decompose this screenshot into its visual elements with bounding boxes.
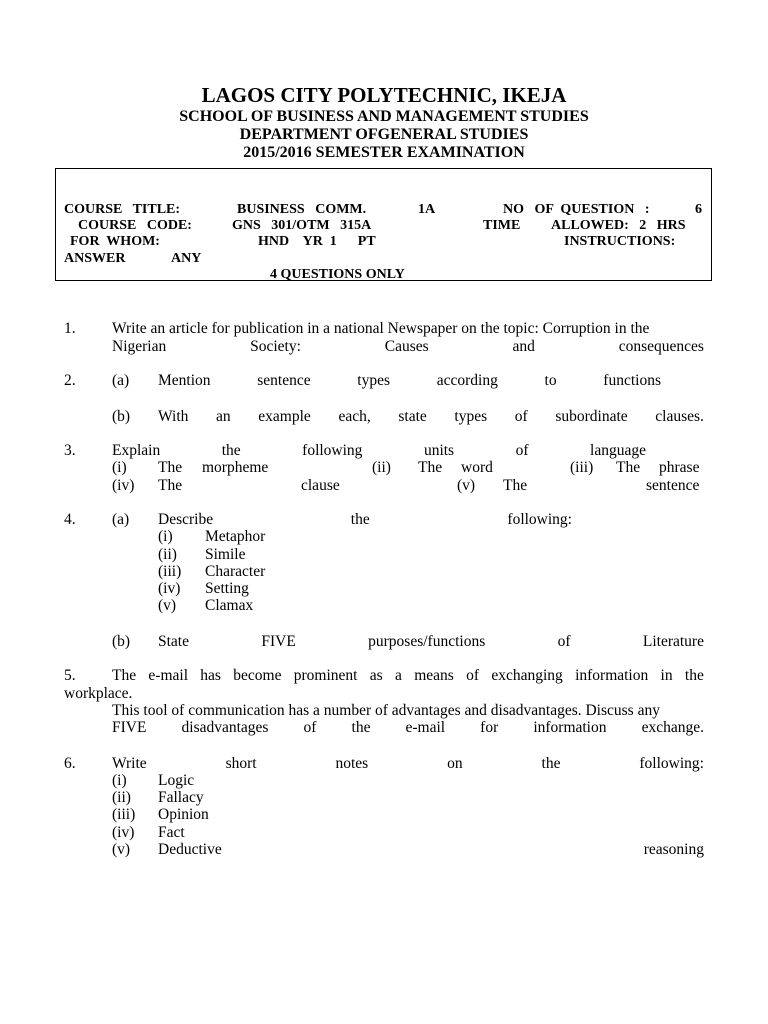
q6-w: Write xyxy=(112,755,147,772)
q6-item-text: Opinion xyxy=(158,806,209,823)
q6-item-text: Fact xyxy=(158,824,185,841)
q2b-w: example xyxy=(258,408,311,425)
q5-line1 xyxy=(112,667,704,684)
q3-ii-label: (ii) xyxy=(372,459,391,476)
q2a-w: functions xyxy=(603,372,661,389)
q3-text xyxy=(112,442,646,459)
q4a-label: (a) xyxy=(112,511,130,528)
course-code-value: GNS 301/OTM 315A xyxy=(232,218,372,233)
q2b-w: each, xyxy=(338,408,371,425)
q2a-w: sentence xyxy=(257,372,311,389)
q3-v-w1: The xyxy=(503,477,528,494)
q1-w: Causes xyxy=(384,338,429,355)
q4-item-text: Simile xyxy=(205,546,246,563)
q1-w: Nigerian xyxy=(112,338,167,355)
q4-item-text: Metaphor xyxy=(205,528,266,545)
q5-number: 5. xyxy=(64,667,76,684)
q1-w: Society: xyxy=(250,338,301,355)
q4b-w: FIVE xyxy=(261,633,296,650)
q4-item-text: Setting xyxy=(205,580,249,597)
q2-number: 2. xyxy=(64,372,76,389)
any-word: ANY xyxy=(171,251,202,266)
q4a-w: Describe xyxy=(158,511,214,528)
q6-item-text: Logic xyxy=(158,772,195,789)
q6-w: the xyxy=(541,755,561,772)
q3-i-w2: morpheme xyxy=(202,459,269,476)
no-of-question-value: 6 xyxy=(695,202,702,217)
q1-line2 xyxy=(112,338,704,355)
q2a-w: types xyxy=(357,372,391,389)
for-whom-label: FOR WHOM: xyxy=(70,234,160,249)
q4-number: 4. xyxy=(64,511,76,528)
q6-item-text: Fallacy xyxy=(158,789,204,806)
q4-item-label: (i) xyxy=(158,528,173,545)
q4b-w: State xyxy=(158,633,189,650)
questions-only: 4 QUESTIONS ONLY xyxy=(270,267,405,282)
q1-line1: Write an article for publication in a national Newspaper on the topic: Corruption in the xyxy=(112,320,650,337)
course-title-label: COURSE TITLE: xyxy=(64,202,181,217)
q5-w: of xyxy=(303,719,317,736)
q3-ii-w1: The xyxy=(418,459,443,476)
q6-w: short xyxy=(225,755,257,772)
q5-w: exchanging xyxy=(491,667,563,684)
q6-text xyxy=(112,755,704,772)
q6-item-label: (ii) xyxy=(112,789,131,806)
q3-i-w1: The xyxy=(158,459,183,476)
q2b-w: subordinate xyxy=(555,408,628,425)
q3-w: language xyxy=(590,442,646,459)
q2b-w: clauses. xyxy=(655,408,704,425)
q1-w: and xyxy=(512,338,535,355)
q5-w: means xyxy=(414,667,454,684)
q4-item-text: Character xyxy=(205,563,266,580)
q2a-label: (a) xyxy=(112,372,130,389)
q2a-w: Mention xyxy=(158,372,211,389)
q5-w: the xyxy=(351,719,371,736)
q4b-label: (b) xyxy=(112,633,131,650)
q6-last-w: reasoning xyxy=(643,841,704,858)
q5-w: for xyxy=(480,719,499,736)
q2b-w: state xyxy=(398,408,427,425)
q3-w: Explain xyxy=(112,442,161,459)
q3-number: 3. xyxy=(64,442,76,459)
q5-w: become xyxy=(233,667,282,684)
q4b-w: purposes/functions xyxy=(368,633,486,650)
q4a-w: the xyxy=(350,511,370,528)
course-title-value: BUSINESS COMM. xyxy=(237,202,367,217)
q6-last-w: Deductive xyxy=(158,841,222,858)
q2b-w: of xyxy=(514,408,528,425)
q6-last-text xyxy=(158,841,704,858)
q3-iii-w2: phrase xyxy=(659,459,700,476)
q3-i-label: (i) xyxy=(112,459,127,476)
q3-w: units xyxy=(423,442,455,459)
q2a-w: according xyxy=(436,372,498,389)
q1-number: 1. xyxy=(64,320,76,337)
q4-item-label: (v) xyxy=(158,597,177,614)
q1-w: consequences xyxy=(618,338,704,355)
q4a-w: following: xyxy=(507,511,572,528)
q3-v-w2: sentence xyxy=(646,477,700,494)
q2b-w: types xyxy=(454,408,488,425)
q6-w: notes xyxy=(335,755,369,772)
time-value: ALLOWED: 2 HRS xyxy=(551,218,686,233)
for-whom-value: HND YR 1 PT xyxy=(258,234,376,249)
q4a-text xyxy=(158,511,572,528)
q5-line2: workplace. xyxy=(64,685,133,702)
q3-iii-label: (iii) xyxy=(570,459,594,476)
q5-w: as xyxy=(369,667,383,684)
q6-w: following: xyxy=(639,755,704,772)
q5-w: e-mail xyxy=(405,719,446,736)
time-label: TIME xyxy=(483,218,521,233)
q3-w: of xyxy=(515,442,529,459)
no-of-question-label: NO OF QUESTION : xyxy=(503,202,650,217)
institution-title: LAGOS CITY POLYTECHNIC, IKEJA xyxy=(201,83,567,107)
q5-line3: This tool of communication has a number of advantages and disadvantages. Discuss any xyxy=(112,702,660,719)
q4b-w: of xyxy=(557,633,571,650)
q2a-w: to xyxy=(544,372,557,389)
q2a-text xyxy=(158,372,661,389)
answer-word: ANSWER xyxy=(64,251,126,266)
q4-item-label: (iv) xyxy=(158,580,181,597)
q3-iv-w2: clause xyxy=(301,477,340,494)
q4-item-label: (ii) xyxy=(158,546,177,563)
q3-w: the xyxy=(221,442,241,459)
q6-item-label: (i) xyxy=(112,772,127,789)
q5-w: a xyxy=(395,667,402,684)
q6-last-label: (v) xyxy=(112,841,131,858)
q5-w: in xyxy=(660,667,673,684)
school-title: SCHOOL OF BUSINESS AND MANAGEMENT STUDIES xyxy=(179,108,589,125)
q4b-text xyxy=(158,633,704,650)
department-title: DEPARTMENT OFGENERAL STUDIES xyxy=(239,126,529,143)
exam-title: 2015/2016 SEMESTER EXAMINATION xyxy=(243,144,525,161)
q5-w: exchange. xyxy=(641,719,704,736)
q2b-w: an xyxy=(216,408,231,425)
q2b-label: (b) xyxy=(112,408,131,425)
q2b-text xyxy=(158,408,704,425)
instructions-label: INSTRUCTIONS: xyxy=(564,234,676,249)
q5-w: of xyxy=(466,667,480,684)
q3-iv-label: (iv) xyxy=(112,477,135,494)
q5-w: the xyxy=(684,667,704,684)
q4-item-text: Clamax xyxy=(205,597,254,614)
q3-w: following xyxy=(302,442,363,459)
q4b-w: Literature xyxy=(642,633,704,650)
q2b-w: With xyxy=(158,408,189,425)
q6-item-label: (iv) xyxy=(112,824,135,841)
q3-iv-w1: The xyxy=(158,477,183,494)
q6-number: 6. xyxy=(64,755,76,772)
course-title-suffix: 1A xyxy=(418,202,436,217)
q3-iii-w1: The xyxy=(616,459,641,476)
q3-v-label: (v) xyxy=(457,477,476,494)
q5-line4 xyxy=(112,719,704,736)
q6-item-label: (iii) xyxy=(112,806,136,823)
q5-w: FIVE xyxy=(112,719,147,736)
q5-w: e-mail xyxy=(148,667,188,684)
course-code-label: COURSE CODE: xyxy=(78,218,192,233)
q6-w: on xyxy=(447,755,463,772)
q3-ii-w2: word xyxy=(461,459,493,476)
q5-w: has xyxy=(200,667,221,684)
q5-w: disadvantages xyxy=(181,719,269,736)
q4-item-label: (iii) xyxy=(158,563,182,580)
q5-w: prominent xyxy=(293,667,358,684)
q5-w: The xyxy=(112,667,137,684)
q5-w: information xyxy=(575,667,649,684)
q5-w: information xyxy=(533,719,607,736)
